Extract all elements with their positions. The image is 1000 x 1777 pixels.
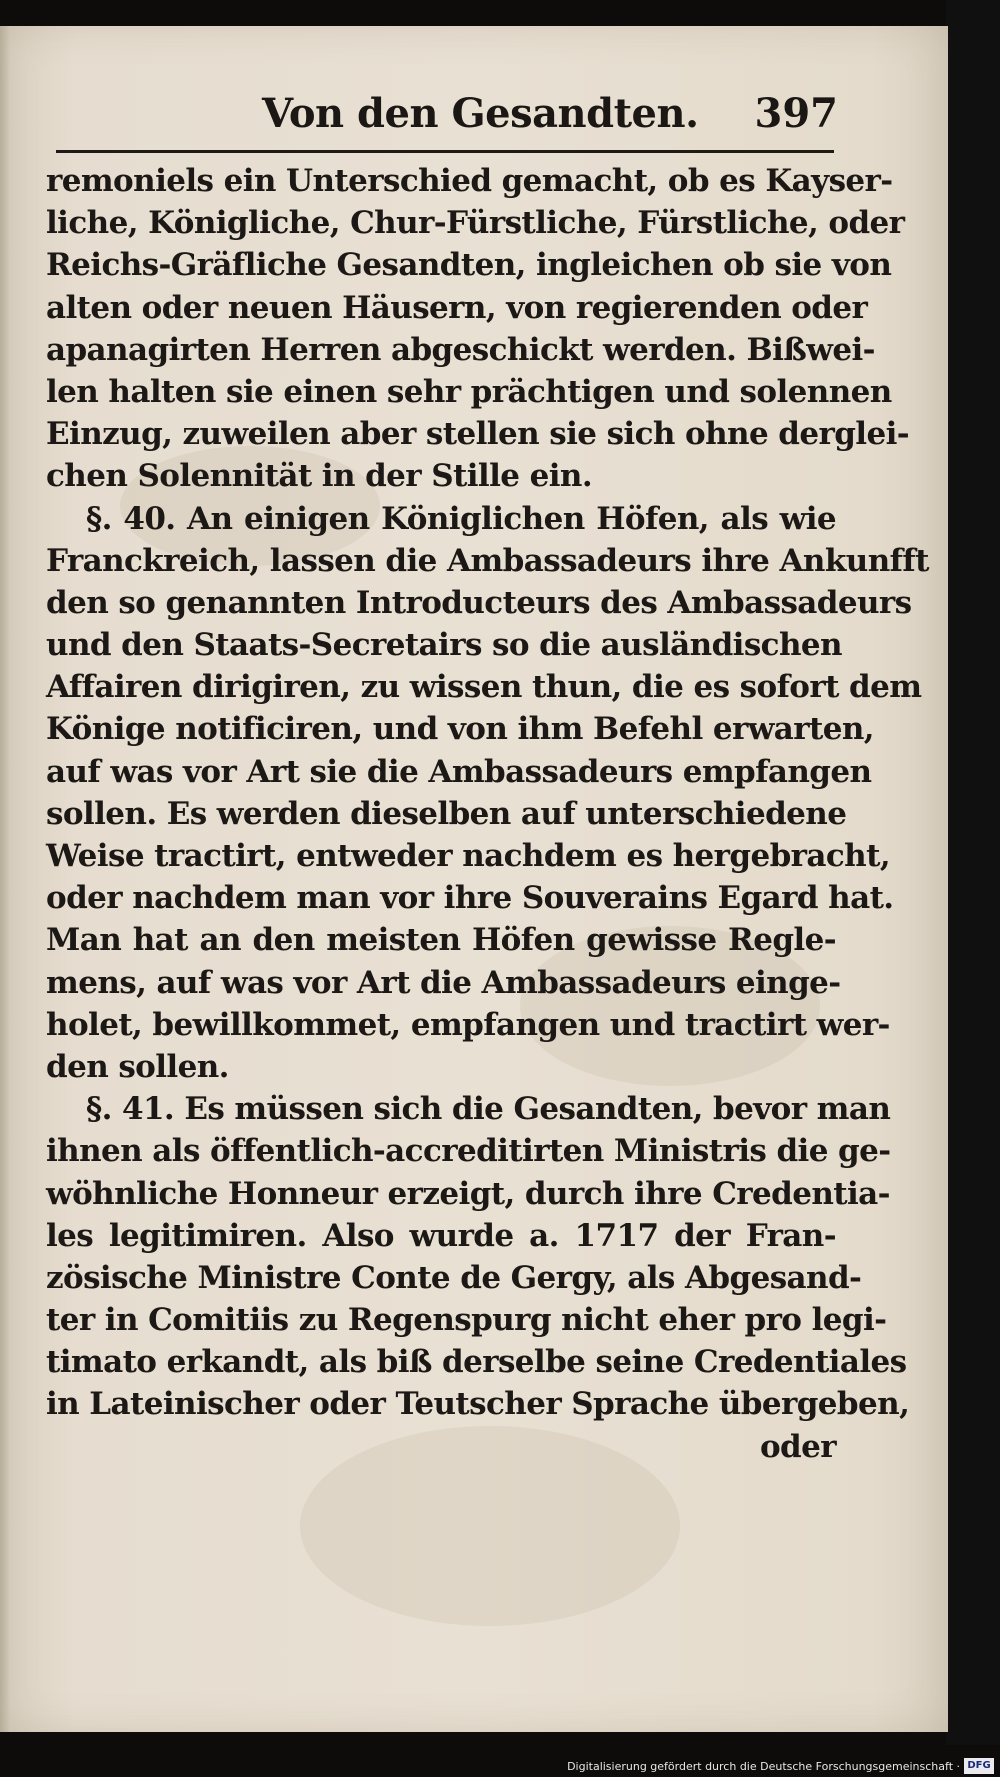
text-line: oder nachdem man vor ihre Souverains Egard hat. <box>46 880 894 917</box>
text-line: chen Solennität in der Stille ein. <box>46 458 593 495</box>
text-line: §. 41. Es müssen sich die Gesandten, bevor man <box>86 1091 891 1128</box>
text-line: len halten sie einen sehr prächtigen und solennen <box>46 373 892 410</box>
text-line: und den Staats-Secretairs so die ausländischen <box>46 627 842 664</box>
text-line: zösische Ministre Conte de Gergy, als Abgesand- <box>46 1259 862 1296</box>
page-edge-shadow <box>0 26 10 1732</box>
text-line: Man hat an den meisten Höfen gewisse Regle- <box>46 922 836 959</box>
text-line: Weise tractirt, entweder nachdem es hergebracht, <box>46 838 891 874</box>
text-line: ter in Comitiis zu Regenspurg nicht eher pro legi- <box>46 1302 887 1339</box>
text-line: mens, auf was vor Art die Ambassadeurs einge- <box>46 964 841 1001</box>
text-line: sollen. Es werden dieselben auf unterschiedene <box>46 795 847 832</box>
page-header <box>56 82 846 142</box>
text-line: §. 40. An einigen Königlichen Höfen, als wie <box>86 500 836 537</box>
text-line: Affairen dirigiren, zu wissen thun, die es sofort dem <box>46 669 922 706</box>
body-text <box>46 160 929 1468</box>
digitization-credit: Digitalisierung gefördert durch die Deutsche Forschungsgemeinschaft · <box>567 1760 960 1773</box>
text-line: les legitimiren. Also wurde a. 1717 der Fran- <box>46 1217 836 1254</box>
text-line: auf was vor Art sie die Ambassadeurs empfangen <box>46 753 872 790</box>
running-head: Von den Gesandten. <box>262 90 699 137</box>
text-line: timato erkandt, als biß derselbe seine Credentiales <box>46 1344 907 1381</box>
header-rule <box>56 150 834 153</box>
text-line: den so genannten Introducteurs des Ambassadeurs <box>46 584 912 621</box>
text-line: liche, Königliche, Chur-Fürstliche, Fürstliche, oder <box>46 205 905 242</box>
scanner-background <box>946 0 1000 1745</box>
text-line: holet, bewillkommet, empfangen und tractirt wer- <box>46 1006 890 1043</box>
text-line: in Lateinischer oder Teutscher Sprache übergeben, <box>46 1386 910 1423</box>
text-line: Franckreich, lassen die Ambassadeurs ihre Ankunfft <box>46 542 929 579</box>
text-line: den sollen. <box>46 1048 229 1085</box>
page-number: 397 <box>754 90 838 137</box>
text-line: wöhnliche Honneur erzeigt, durch ihre Credentia- <box>46 1175 890 1212</box>
text-line: remoniels ein Unterschied gemacht, ob es Kayser- <box>46 163 893 199</box>
text-line: ihnen als öffentlich-accreditirten Ministris die ge- <box>46 1133 891 1170</box>
catchword: oder <box>759 1428 836 1465</box>
text-line: Könige notificiren, und von ihm Befehl erwarten, <box>46 711 874 748</box>
text-line: Einzug, zuweilen aber stellen sie sich ohne derglei- <box>46 416 910 453</box>
text-line: Reichs-Gräfliche Gesandten, ingleichen ob sie von <box>46 247 892 284</box>
text-line: alten oder neuen Häusern, von regierenden oder <box>46 289 868 326</box>
dfg-logo: DFG <box>964 1758 994 1774</box>
text-line: apanagirten Herren abgeschickt werden. Bißwei- <box>46 331 875 368</box>
